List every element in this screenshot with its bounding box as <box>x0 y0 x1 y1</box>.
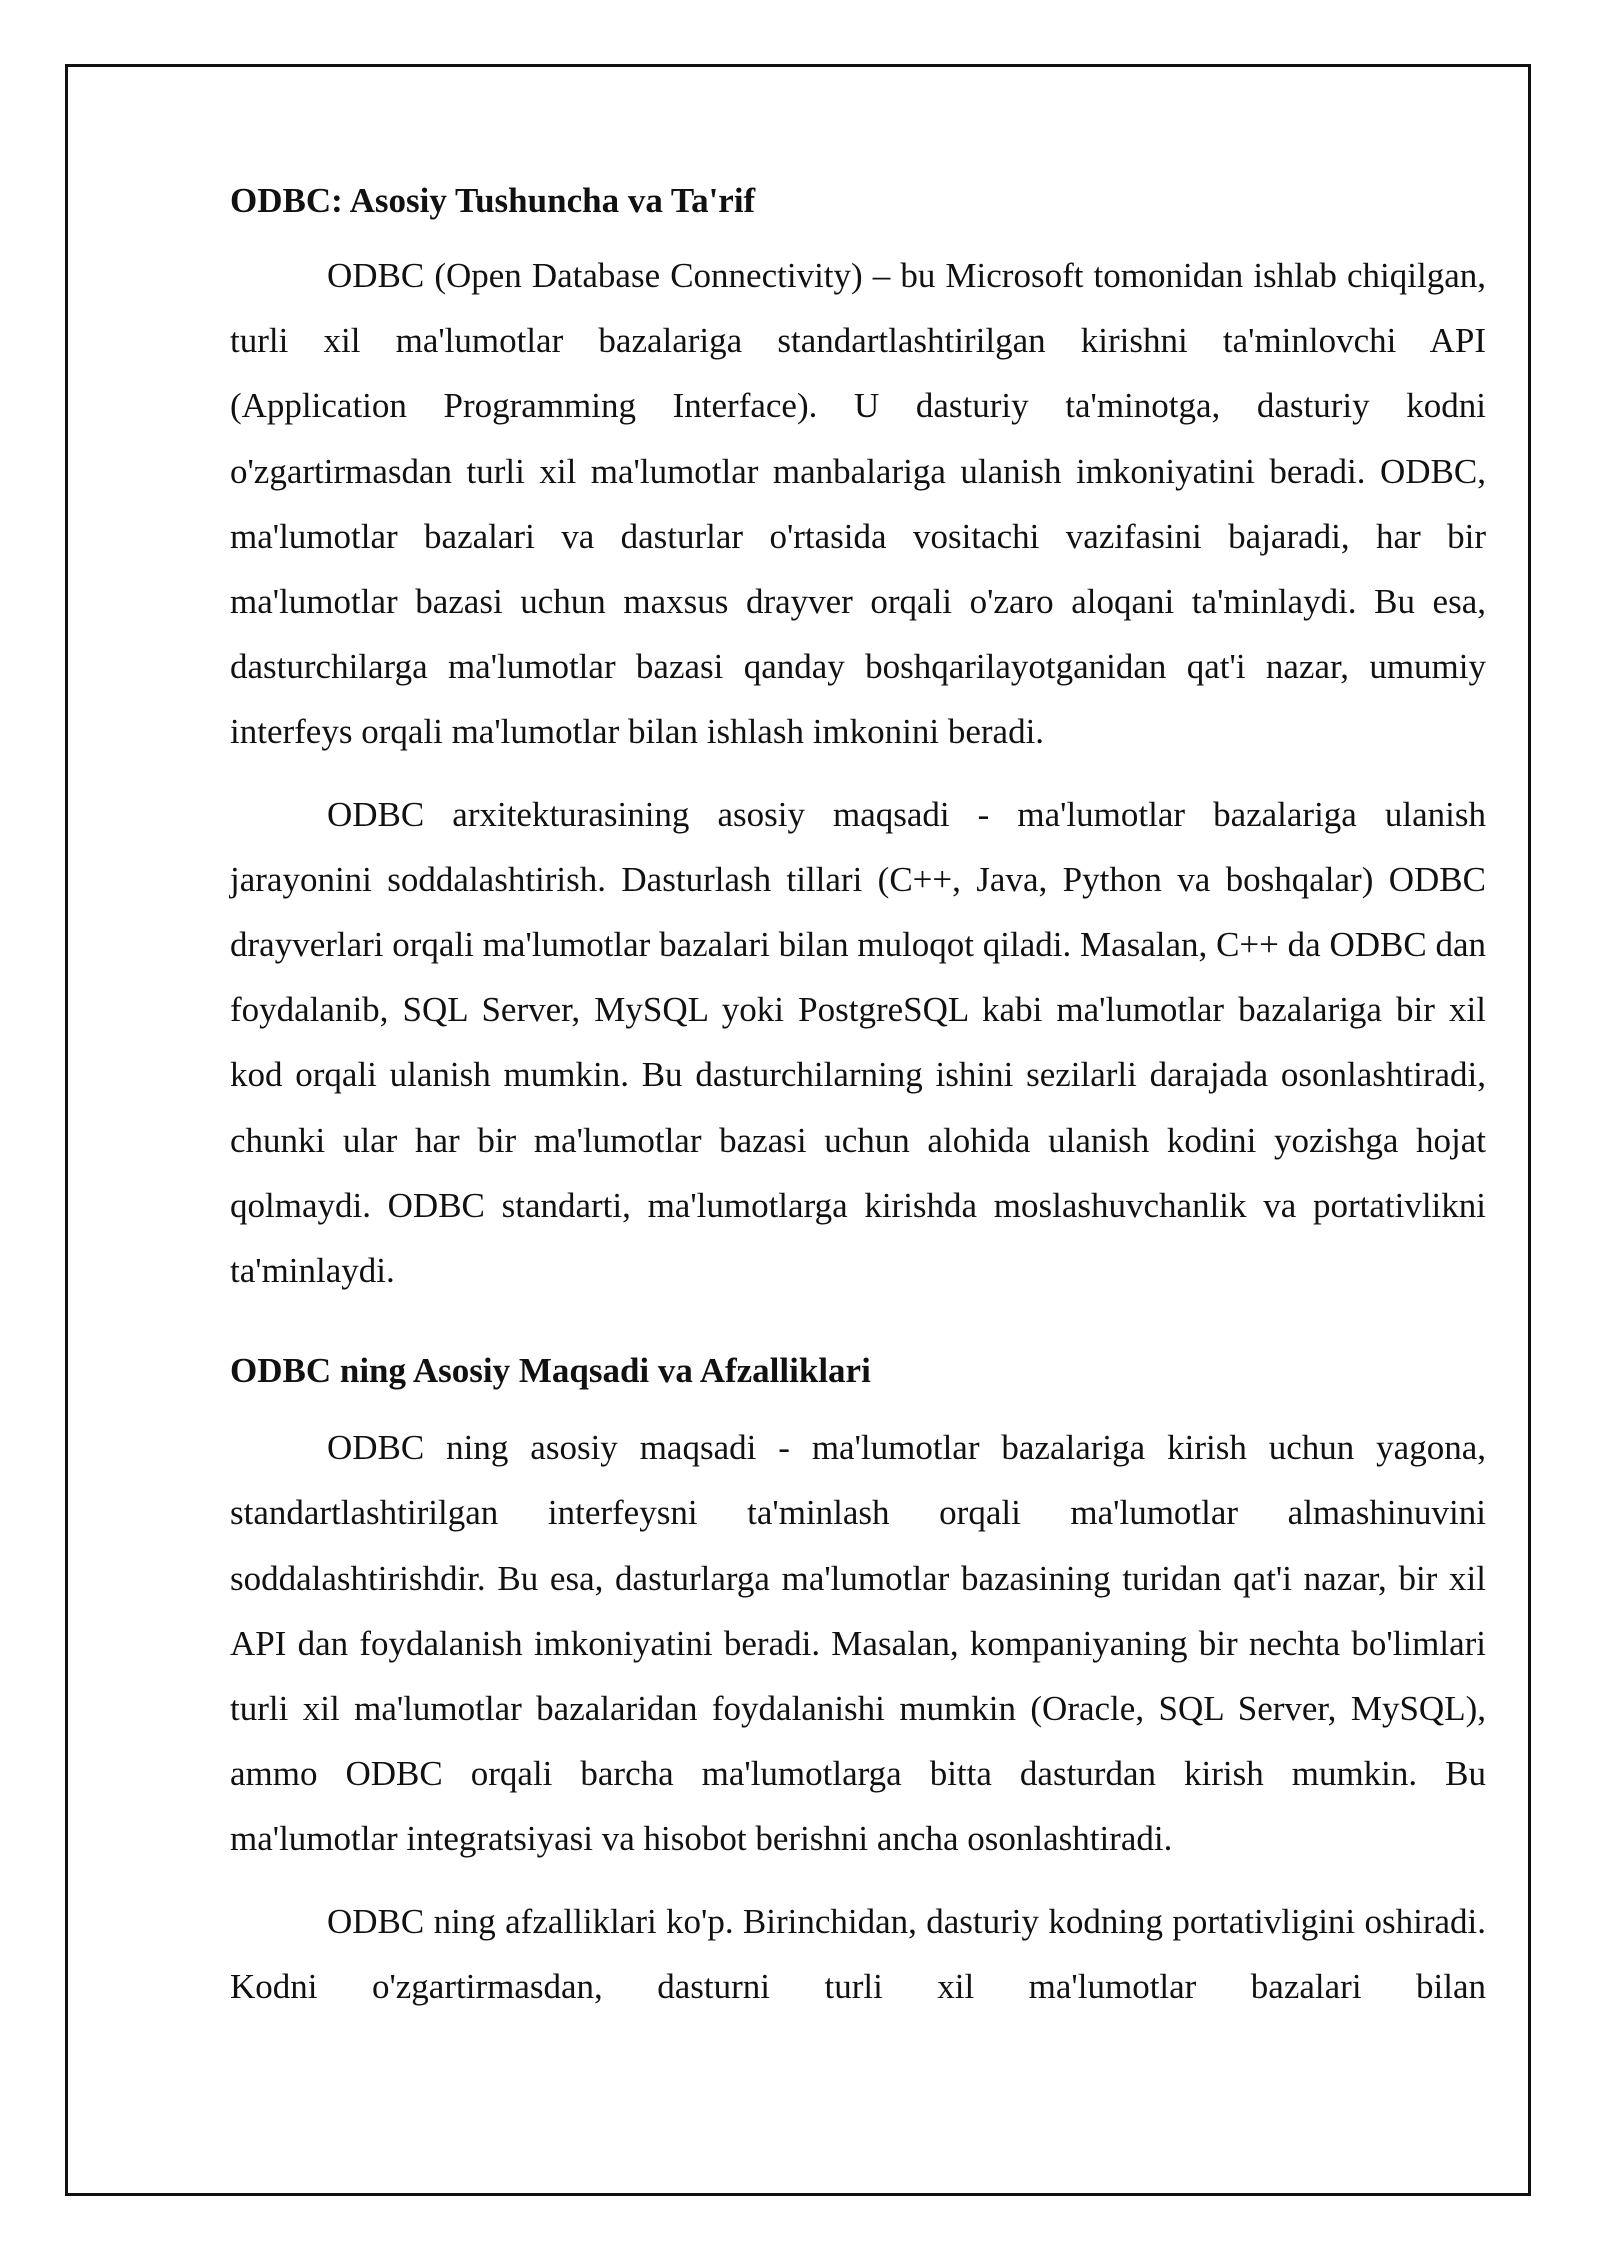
document-body <box>230 168 1486 2019</box>
section-heading-purpose: ODBC ning Asosiy Maqsadi va Afzalliklari <box>230 1351 871 1391</box>
paragraph-purpose-2: ODBC ning afzalliklari ko'p. Birinchidan, dasturiy kodning portativligini oshiradi. Kodni o'zgartirmasdan, dasturni turli xil ma'lumotlar bazalari bilan <box>230 1901 1486 2006</box>
paragraph-definition-2: ODBC arxitekturasining asosiy maqsadi - ma'lumotlar bazalariga ulanish jarayonini soddalashtirish. Dasturlash tillari (C++, Java, Python va boshqalar) ODBC drayverlari orqali ma'lumotlar bazalari bilan muloqot qiladi. Masalan, C++ da ODBC dan foydalanib, SQL Server, MySQL yoki PostgreSQL kabi ma'lumotlar bazalariga bir xil kod orqali ulanish mumkin. Bu dasturchilarning ishini sezilarli darajada osonlashtiradi, chunki ular har bir ma'lumotlar bazasi uchun alohida ulanish kodini yozishga hojat qolmaydi. ODBC standarti, ma'lumotlarga kirishda moslashuvchanlik va portativlikni ta'minlaydi. <box>230 794 1486 1291</box>
section-heading-definition: ODBC: Asosiy Tushuncha va Ta'rif <box>230 181 756 220</box>
paragraph-definition-1: ODBC (Open Database Connectivity) – bu Microsoft tomonidan ishlab chiqilgan, turli xil ma'lumotlar bazalariga standartlashtirilgan kirishni ta'minlovchi API (Application Programming Interface). U dasturiy ta'minotga, dasturiy kodni o'zgartirmasdan turli xil ma'lumotlar manbalariga ulanish imkoniyatini beradi. ODBC, ma'lumotlar bazalari va dasturlar o'rtasida vositachi vazifasini bajaradi, har bir ma'lumotlar bazasi uchun maxsus drayver orqali o'zaro aloqani ta'minlaydi. Bu esa, dasturchilarga ma'lumotlar bazasi qanday boshqarilayotganidan qat'i nazar, umumiy interfeys orqali ma'lumotlar bilan ishlash imkonini beradi. <box>230 256 1486 752</box>
paragraph-purpose-1: ODBC ning asosiy maqsadi - ma'lumotlar bazalariga kirish uchun yagona, standartlashtirilgan interfeysni ta'minlash orqali ma'lumotlar almashinuvini soddalashtirishdir. Bu esa, dasturlarga ma'lumotlar bazasining turidan qat'i nazar, bir xil API dan foydalanish imkoniyatini beradi. Masalan, kompaniyaning bir nechta bo'limlari turli xil ma'lumotlar bazalaridan foydalanishi mumkin (Oracle, SQL Server, MySQL), ammo ODBC orqali barcha ma'lumotlarga bitta dasturdan kirish mumkin. Bu ma'lumotlar integratsiyasi va hisobot berishni ancha osonlashtiradi. <box>230 1428 1486 1859</box>
